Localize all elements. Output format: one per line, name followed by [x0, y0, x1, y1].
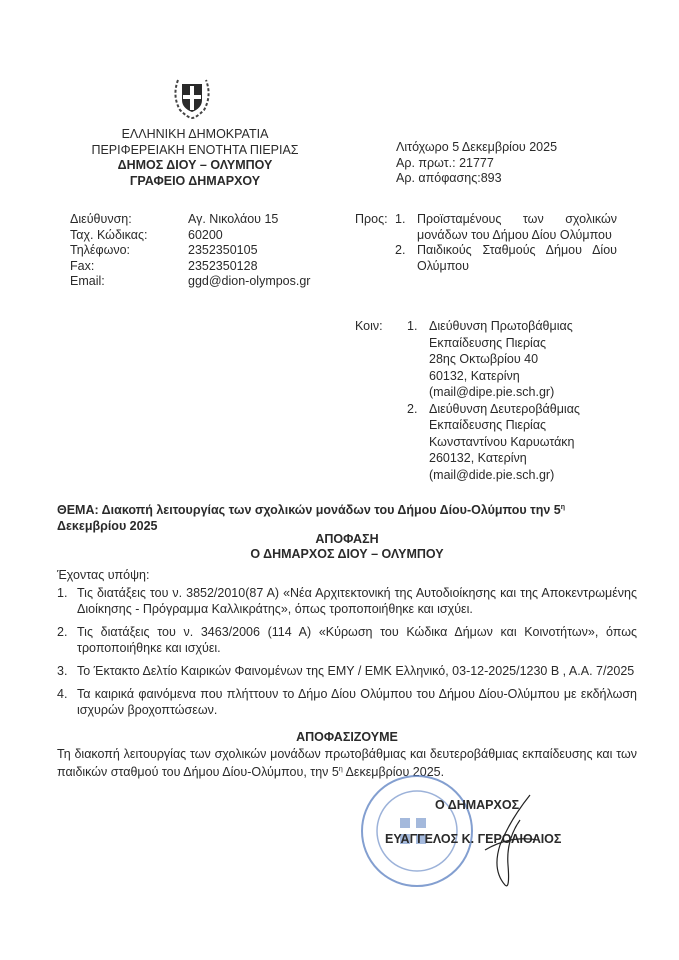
- list-number: 2.: [407, 401, 418, 416]
- letterhead: [70, 127, 320, 189]
- contact-value: Αγ. Νικολάου 15: [188, 212, 279, 226]
- email-link[interactable]: ggd@dion-olympos.gr: [188, 274, 311, 288]
- decision-text-block: [57, 746, 637, 780]
- consideration-item: [57, 585, 637, 617]
- contact-value: 2352350128: [188, 258, 258, 273]
- considerations-list: [57, 585, 637, 725]
- letterhead-line: ΠΕΡΙΦΕΡΕΙΑΚΗ ΕΝΟΤΗΤΑ ΠΙΕΡΙΑΣ: [91, 142, 299, 157]
- consideration-text: Το Έκτακτο Δελτίο Καιρικών Φαινομένων της ΕΜΥ / ΕΜΚ Ελληνικό, 03-12-2025/1230 Β , Α.Α. 7/2025: [77, 664, 635, 678]
- recipient-item: [395, 212, 617, 243]
- recipient-text: Παιδικούς Σταθμούς Δήμου Δίου Ολύμπου: [417, 243, 617, 273]
- cc-email[interactable]: (mail@dipe.pie.sch.gr): [429, 385, 555, 399]
- cc-item: [407, 318, 617, 401]
- list-number: 2.: [395, 243, 406, 257]
- list-number: 3.: [57, 664, 68, 678]
- contact-row: [70, 259, 310, 275]
- recipients-label: Προς:: [355, 212, 388, 226]
- greek-coat-of-arms-icon: [168, 70, 216, 122]
- contact-value: 60200: [188, 227, 223, 242]
- recipient-text: Προϊσταμένους των σχολικών μονάδων του Δήμου Δίου Ολύμπου: [417, 212, 617, 242]
- signature-title: Ο ΔΗΜΑΡΧΟΣ: [435, 798, 520, 812]
- document-meta: [396, 140, 557, 187]
- decision-tail: Δεκεμβρίου 2025.: [342, 765, 445, 780]
- contact-label: Ταχ. Κώδικας:: [70, 227, 148, 242]
- subject-line: [57, 500, 637, 534]
- we-decide-heading: ΑΠΟΦΑΣΙΖΟΥΜΕ: [296, 730, 398, 744]
- list-number: 1.: [407, 319, 418, 333]
- contact-value: 2352350105: [188, 243, 258, 257]
- signatory-name: ΕΥΑΓΓΕΛΟΣ Κ. ΓΕΡΟΛΙΟΛΙΟΣ: [385, 832, 562, 846]
- cc-line: Κωνσταντίνου Καρυωτάκη: [429, 434, 575, 449]
- municipality-name: ΔΗΜΟΣ ΔΙΟΥ – ΟΛΥΜΠΟΥ: [117, 158, 273, 172]
- subject-tail: Δεκεμβρίου 2025: [57, 519, 158, 534]
- recipients-block: [355, 212, 617, 274]
- considering-label: Έχοντας υπόψη:: [57, 568, 150, 582]
- place-date: Λιτόχωρο 5 Δεκεμβρίου 2025: [396, 140, 558, 154]
- decision-number: Αρ. απόφασης:893: [396, 171, 502, 185]
- contact-label: Διεύθυνση:: [70, 212, 132, 226]
- recipient-item: [395, 243, 617, 274]
- cc-line: Εκπαίδευσης Πιερίας: [429, 335, 547, 350]
- contact-label: Τηλέφωνο:: [70, 243, 131, 257]
- municipal-stamp-icon: [358, 772, 476, 890]
- consideration-item: [57, 624, 637, 656]
- consideration-text: Τα καιρικά φαινόμενα που πλήττουν το Δήμο Δίου Ολύμπου του Δήμου Δίου-Ολύμπου με εκδήλωση ισχυρών βροχοπτώσεων.: [77, 687, 637, 717]
- contact-label: Fax:: [70, 258, 95, 273]
- contact-row: [70, 228, 310, 244]
- list-number: 1.: [395, 212, 406, 226]
- mayor-title: Ο ΔΗΜΑΡΧΟΣ ΔΙΟΥ – ΟΛΥΜΠΟΥ: [250, 547, 444, 561]
- subject-text: ΘΕΜΑ: Διακοπή λειτουργίας των σχολικών μονάδων του Δήμου Δίου-Ολύμπου την 5: [57, 503, 561, 518]
- cc-line: Διεύθυνση Δευτεροβάθμιας: [429, 401, 580, 416]
- contact-block: [70, 212, 310, 290]
- consideration-text: Τις διατάξεις του ν. 3463/2006 (114 Α) «Κύρωση του Κώδικα Δήμων και Κοινοτήτων», όπως τροποποιήθηκε και ισχύει.: [77, 625, 637, 655]
- cc-line: 260132, Κατερίνη: [429, 451, 527, 465]
- consideration-item: [57, 663, 637, 679]
- cc-line: Διεύθυνση Πρωτοβάθμιας: [429, 319, 573, 333]
- cc-label: Κοιν:: [355, 319, 383, 333]
- list-number: 1.: [57, 586, 68, 600]
- cc-block: [355, 318, 617, 483]
- list-number: 4.: [57, 687, 68, 701]
- office-name: ΓΡΑΦΕΙΟ ΔΗΜΑΡΧΟΥ: [129, 173, 261, 188]
- superscript: η: [560, 504, 565, 511]
- decision-title: ΑΠΟΦΑΣΗ: [315, 532, 379, 546]
- letterhead-line: ΕΛΛΗΝΙΚΗ ΔΗΜΟΚΡΑΤΙΑ: [121, 127, 269, 141]
- protocol-number: Αρ. πρωτ.: 21777: [396, 155, 494, 170]
- cc-email[interactable]: (mail@dide.pie.sch.gr): [429, 467, 555, 482]
- cc-line: Εκπαίδευσης Πιερίας: [429, 418, 547, 432]
- handwritten-signature-icon: [480, 790, 540, 900]
- contact-label: Email:: [70, 274, 105, 288]
- cc-line: 60132, Κατερίνη: [429, 368, 520, 383]
- consideration-text: Τις διατάξεις του ν. 3852/2010(87 Α) «Νέα Αρχιτεκτονική της Αυτοδιοίκησης και της Αποκεντρωμένης Διοίκησης - Πρόγραμμα Καλλικράτης», όπως τροποποιήθηκε και ισχύει.: [77, 586, 637, 616]
- contact-row: [70, 212, 310, 228]
- decision-text: Τη διακοπή λειτουργίας των σχολικών μονάδων πρωτοβάθμιας και δευτεροβάθμιας εκπαίδευσης και των παιδικών σταθμού του Δήμου Δίου-Ολύμπου, την 5: [57, 747, 637, 780]
- contact-row: [70, 274, 310, 290]
- superscript: η: [338, 766, 343, 773]
- cc-item: [407, 401, 617, 484]
- consideration-item: [57, 686, 637, 718]
- cc-line: 28ης Οκτωβρίου 40: [429, 352, 539, 366]
- contact-row: [70, 243, 310, 259]
- list-number: 2.: [57, 625, 68, 639]
